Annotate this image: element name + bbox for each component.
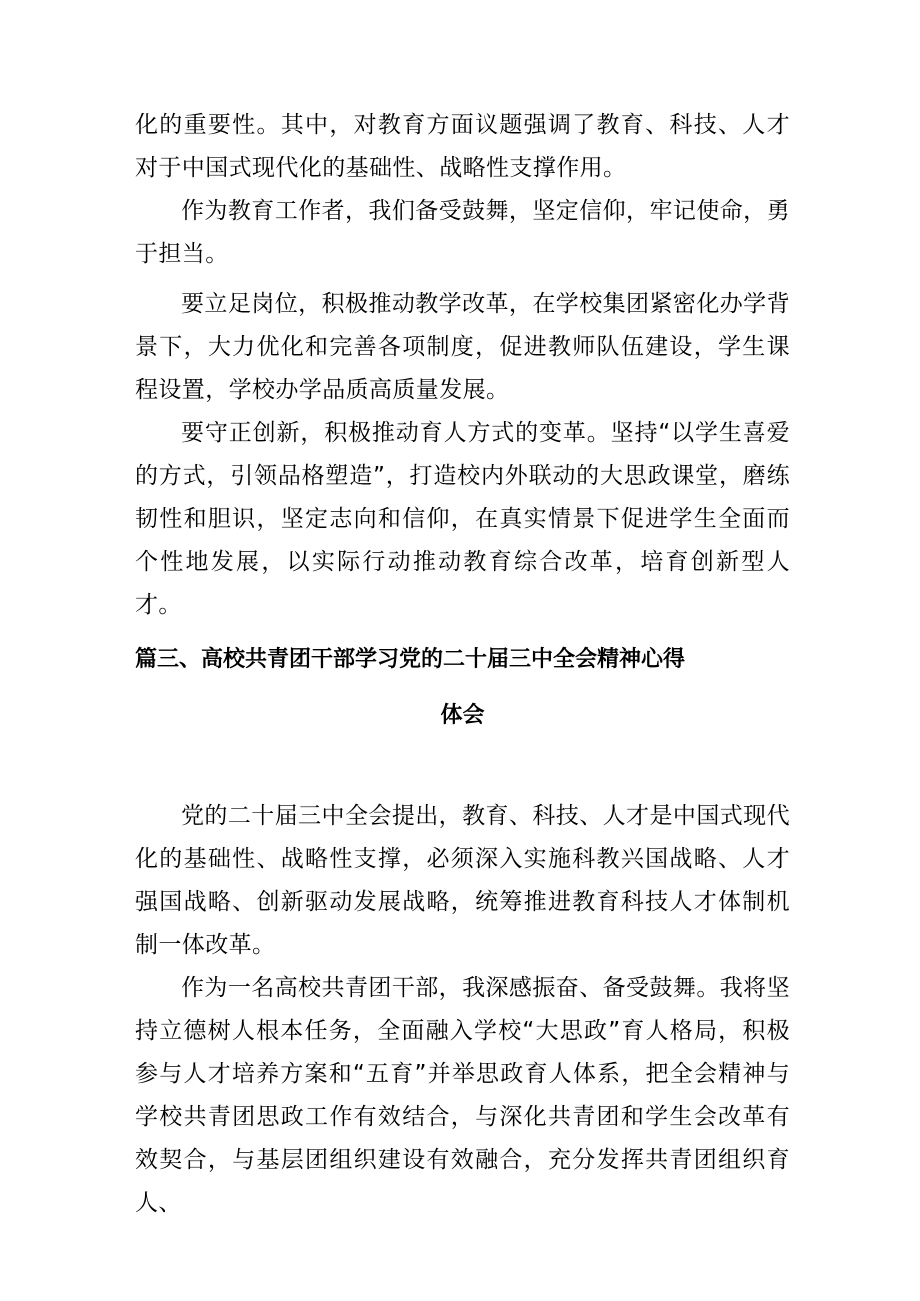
paragraph-educator-role: 作为教育工作者，我们备受鼓舞，坚定信仰，牢记使命，勇于担当。: [135, 198, 790, 267]
paragraph-teaching-reform: 要立足岗位，积极推动教学改革，在学校集团紧密化办学背景下，大力优化和完善各项制度，促进教师队伍建设，学生课程设置，学校办学品质高质量发展。: [135, 291, 790, 403]
paragraph-importance: 化的重要性。其中，对教育方面议题强调了教育、科技、人才对于中国式现代化的基础性、战略性支撑作用。: [135, 112, 790, 181]
paragraph-youth-league-cadre: 作为一名高校共青团干部，我深感振奋、备受鼓舞。我将坚持立德树人根本任务，全面融入学校“大思政”育人格局，积极参与人才培养方案和“五育”并举思政育人体系，把全会精神与学校共青团思政工作有效结合，与深化共青团和学生会改革有效契合，与基层团组织建设有效融合，充分发挥共青团组织育人、: [135, 975, 790, 1216]
paragraph-innovation: 要守正创新，积极推动育人方式的变革。坚持“以学生喜爱的方式，引领品格塑造”，打造校内外联动的大思政课堂，磨练韧性和胆识，坚定志向和信仰，在真实情景下促进学生全面而个性地发展，以实际行动推动教育综合改革，培育创新型人才。: [135, 420, 790, 618]
paragraph-plenum-summary: 党的二十届三中全会提出，教育、科技、人才是中国式现代化的基础性、战略性支撑，必须深入实施科教兴国战略、人才强国战略、创新驱动发展战略，统筹推进教育科技人才体制机制一体改革。: [135, 803, 790, 958]
section-three-title: 篇三、高校共青团干部学习党的二十届三中全会精神心得: [135, 647, 686, 672]
section-three-title-continued: 体会: [440, 703, 485, 728]
